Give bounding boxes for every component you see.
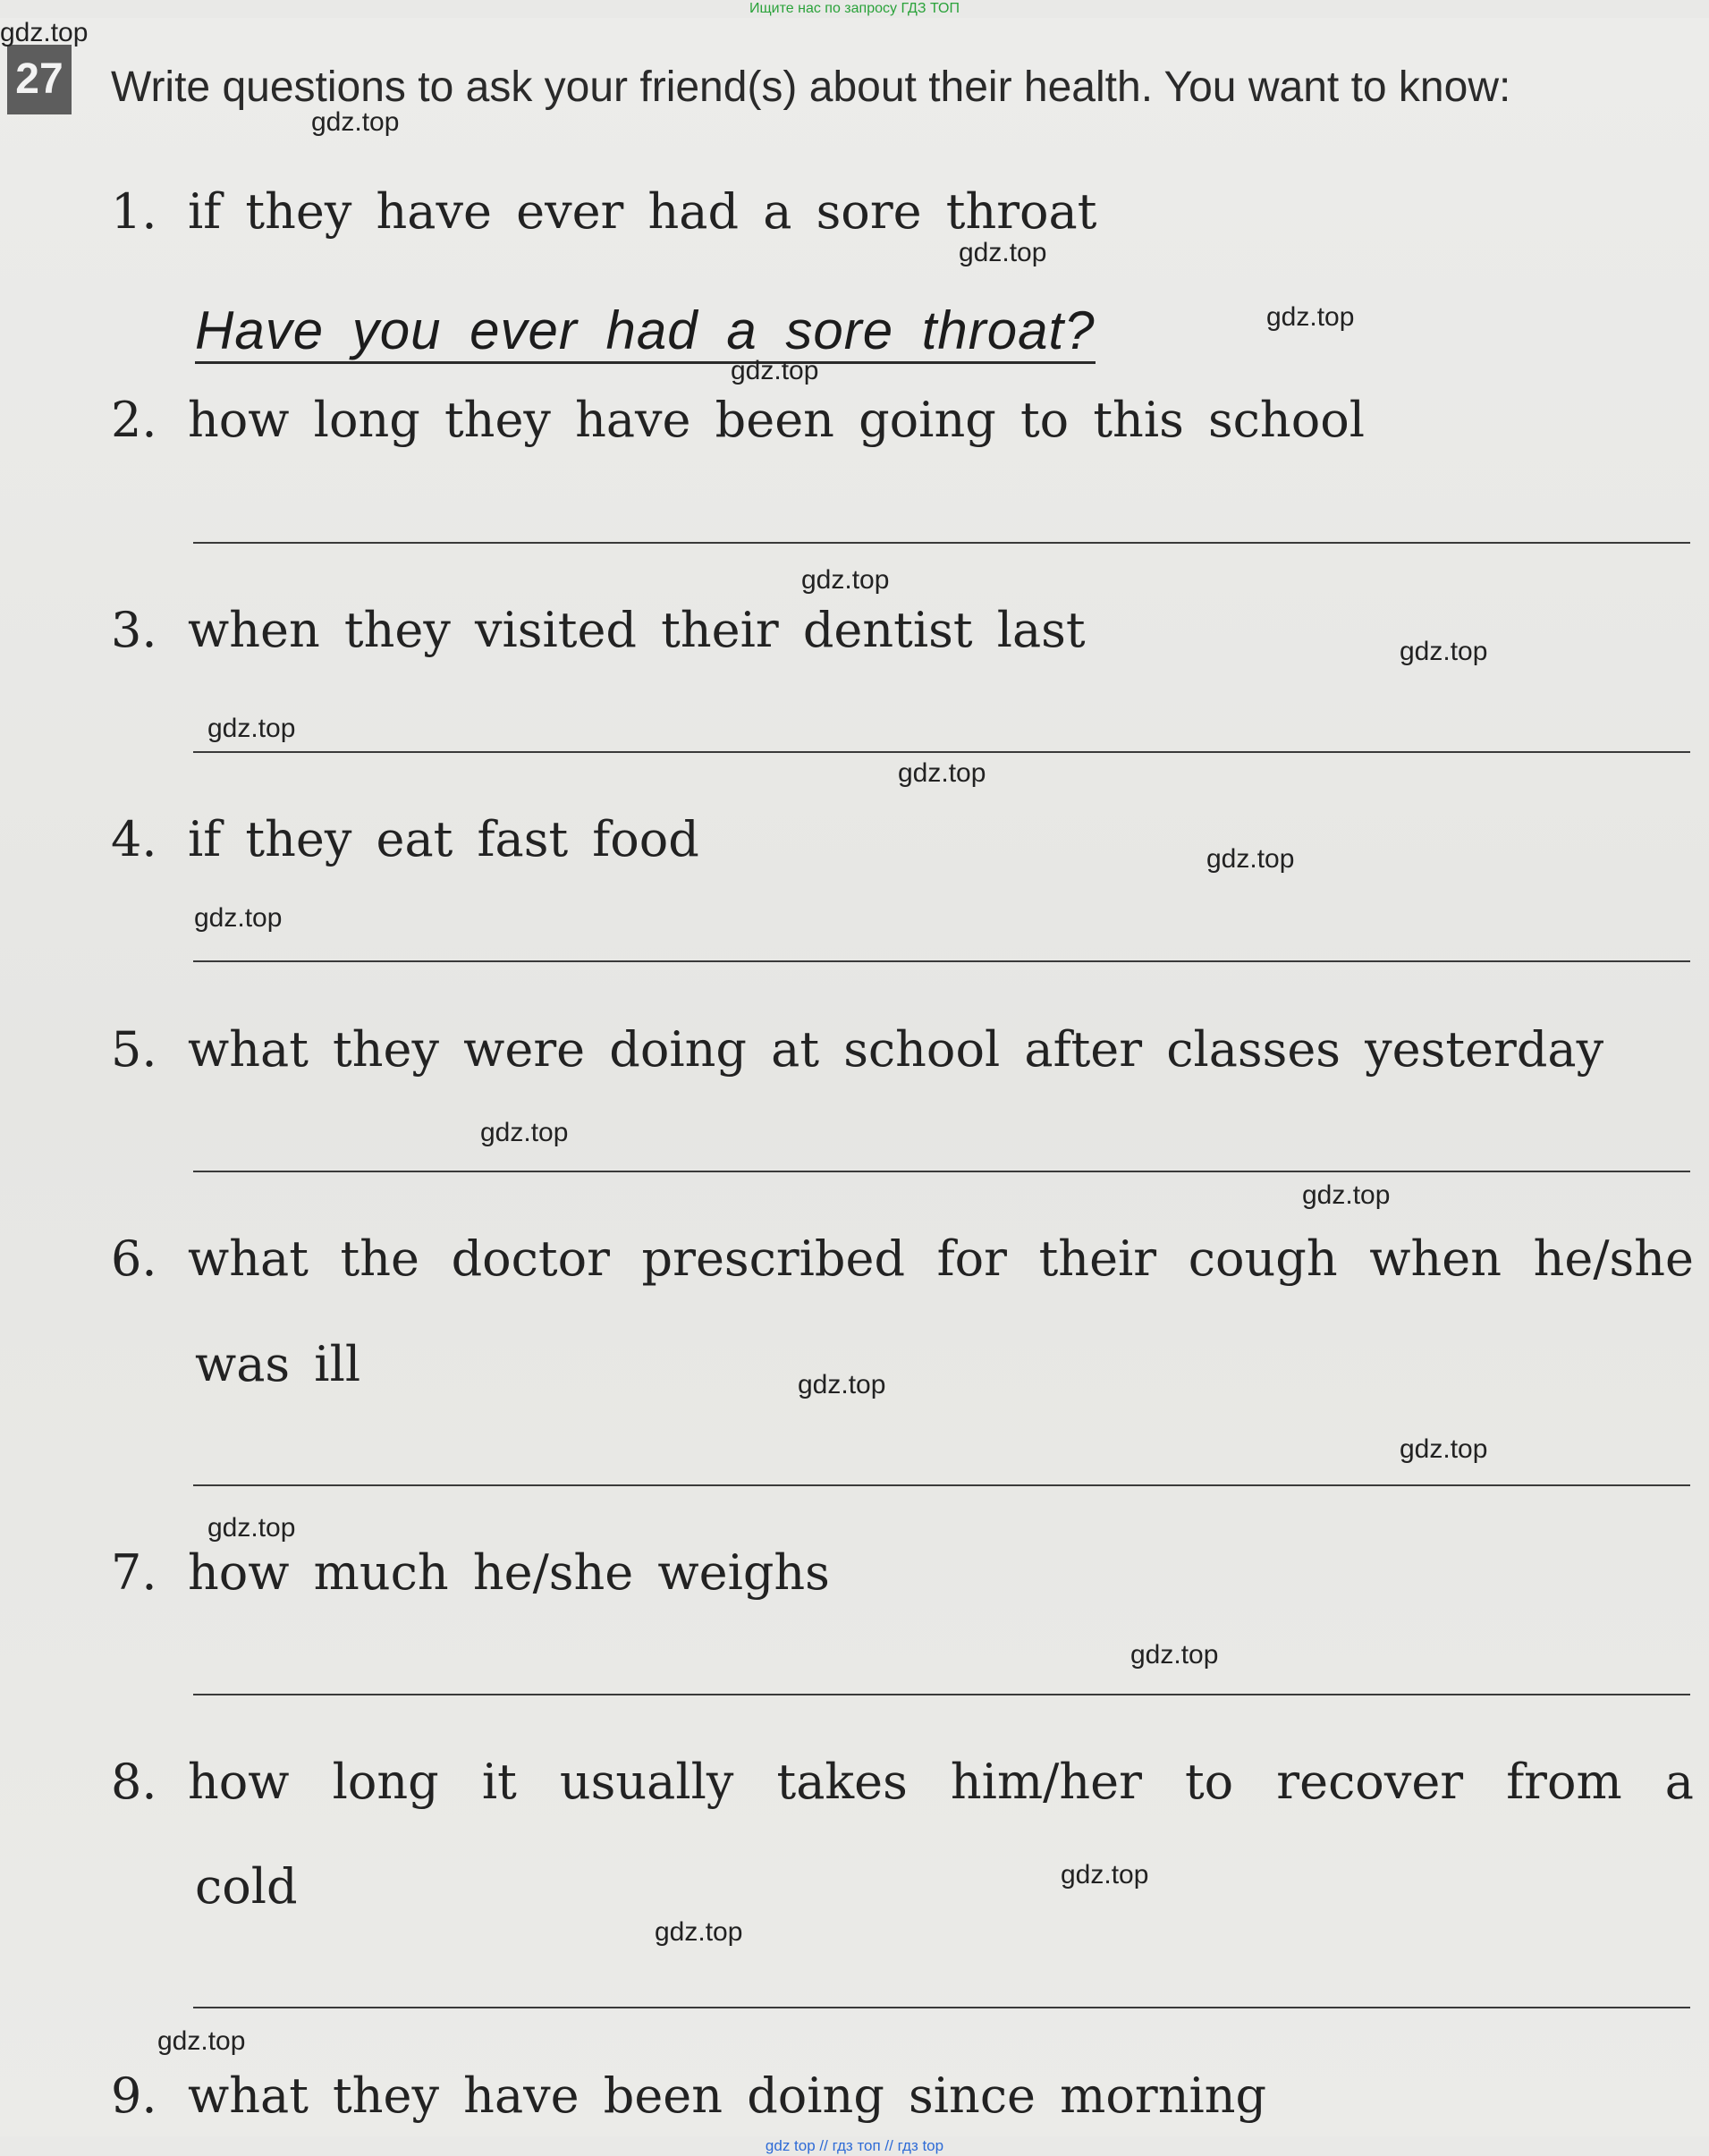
exercise-instruction: Write questions to ask your friend(s) about their health. You want to know: [111,63,1511,111]
watermark: gdz.top [1061,1860,1149,1890]
question-number: 1. [111,183,157,240]
exercise-number: 27 [7,45,72,114]
question-number: 6. [111,1230,157,1287]
watermark: gdz.top [0,18,89,47]
question-text: what they were doing at school after classes yesterday [188,1021,1604,1078]
question-1 [111,183,1096,240]
watermark: gdz.top [480,1118,569,1147]
question-6-continued: was ill [195,1336,361,1392]
workbook-page [0,18,1709,2136]
question-text: what they have been doing since morning [188,2067,1267,2124]
watermark: gdz.top [655,1917,743,1947]
question-number: 8. [111,1754,157,1810]
question-5 [111,1021,1603,1078]
question-8-continued: cold [195,1858,298,1915]
question-text: if they have ever had a sore throat [188,183,1097,240]
watermark: gdz.top [207,1513,296,1543]
watermark: gdz.top [1206,844,1295,874]
answer-line-8[interactable] [193,2007,1690,2008]
watermark: gdz.top [898,758,986,788]
answer-line-6[interactable] [193,1484,1690,1486]
question-text: how long they have been going to this school [188,392,1365,448]
question-6 [111,1230,1694,1287]
question-number: 2. [111,392,157,448]
question-text: how much he/she weighs [188,1544,830,1601]
question-text: how long it usually takes him/her to recover from a [188,1754,1694,1810]
watermark: gdz.top [1266,302,1355,332]
question-number: 3. [111,602,157,658]
question-text: what the doctor prescribed for their cough when he/she [188,1230,1694,1287]
watermark: gdz.top [1400,637,1488,666]
question-2 [111,392,1365,448]
watermark: gdz.top [801,565,890,595]
watermark: gdz.top [731,356,819,385]
watermark: gdz.top [194,903,283,933]
answer-line-5[interactable] [193,1171,1690,1172]
question-number: 5. [111,1021,157,1078]
question-number: 7. [111,1544,157,1601]
answer-line-7[interactable] [193,1694,1690,1695]
question-9 [111,2067,1266,2124]
answer-line-3[interactable] [193,751,1690,753]
watermark: gdz.top [311,107,400,137]
watermark: gdz.top [1400,1434,1488,1464]
watermark: gdz.top [157,2026,246,2056]
watermark: gdz.top [959,238,1047,267]
answer-line-4[interactable] [193,960,1690,962]
watermark: gdz.top [207,714,296,743]
watermark: gdz.top [1302,1180,1391,1210]
question-7 [111,1544,830,1601]
bottom-banner: gdz top // гдз топ // гдз top [765,2137,944,2154]
question-4 [111,811,699,867]
answer-line-2[interactable] [193,542,1690,544]
question-number: 4. [111,811,157,867]
question-8 [111,1754,1694,1810]
top-banner: Ищите нас по запросу ГДЗ ТОП [749,1,960,16]
question-number: 9. [111,2067,157,2124]
answer-1[interactable]: Have you ever had a sore throat? [195,302,1096,364]
watermark: gdz.top [798,1370,886,1399]
watermark: gdz.top [1130,1640,1219,1670]
question-3 [111,602,1086,658]
question-text: if they eat fast food [188,811,699,867]
question-text: when they visited their dentist last [188,602,1086,658]
